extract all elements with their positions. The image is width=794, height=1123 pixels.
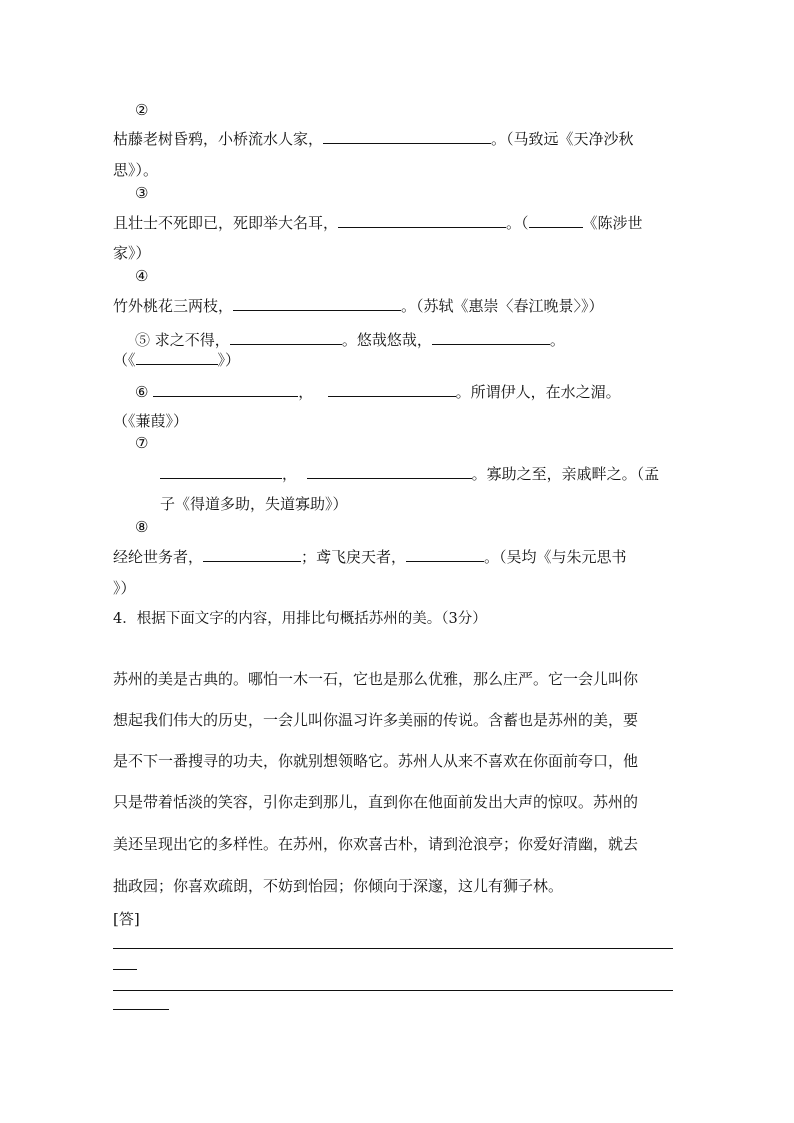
question-4-prompt: 4．根据下面文字的内容，用排比句概括苏州的美。（3分） <box>113 611 487 627</box>
answer-blank[interactable] <box>529 212 583 228</box>
question-8-line-1: 经纶世务者， ；鸢飞戾天者， 。（吴均《与朱元思书 <box>113 548 627 566</box>
answer-blank[interactable] <box>233 295 401 311</box>
answer-line[interactable] <box>113 948 673 949</box>
question-6-line-1: ⑥ ， 。所谓伊人，在水之湄。 <box>135 383 621 401</box>
answer-label: [答] <box>113 910 140 928</box>
answer-blank[interactable] <box>338 212 506 228</box>
question-number-4: ④ <box>135 267 149 285</box>
answer-blank[interactable] <box>323 128 491 144</box>
question-7-line-2: 子《得道多助，失道寡助》） <box>160 495 348 513</box>
answer-blank[interactable] <box>136 349 218 365</box>
answer-blank[interactable] <box>432 329 550 345</box>
question-number-3: ③ <box>135 184 149 202</box>
answer-blank[interactable] <box>153 381 298 397</box>
question-2-line-2: 思》）。 <box>113 161 159 179</box>
question-3-line-2: 家》） <box>113 244 151 262</box>
answer-line[interactable] <box>113 990 673 991</box>
answer-blank[interactable] <box>160 463 282 479</box>
passage-line: 想起我们伟大的历史，一会儿叫你温习许多美丽的传说。含蓄也是苏州的美，要 <box>113 711 639 729</box>
answer-line[interactable] <box>113 969 137 970</box>
question-2-line-1: 枯藤老树昏鸦，小桥流水人家， 。（马致远《天净沙秋 <box>113 130 634 148</box>
passage-line: 是不下一番搜寻的功夫，你就别想领略它。苏州人从来不喜欢在你面前夸口，他 <box>113 752 639 770</box>
question-4-line-1: 竹外桃花三两枝， 。（苏轼《惠崇〈春江晚景〉》） <box>113 297 604 315</box>
answer-blank[interactable] <box>230 329 342 345</box>
answer-blank[interactable] <box>328 381 456 397</box>
question-7-line-1: ， 。寡助之至，亲戚畔之。（孟 <box>160 463 659 484</box>
question-8-line-2: 》） <box>113 579 136 597</box>
passage-line: 美还呈现出它的多样性。在苏州，你欢喜古朴，请到沧浪亭；你爱好清幽，就去 <box>113 835 639 853</box>
answer-blank[interactable] <box>406 546 484 562</box>
question-number-7: ⑦ <box>135 434 149 452</box>
question-number-8: ⑧ <box>135 518 149 536</box>
answer-blank[interactable] <box>307 463 472 479</box>
question-3-line-1: 且壮士不死即已，死即举大名耳， 。（ 《陈涉世 <box>113 214 643 232</box>
question-6-line-2: （《蒹葭》） <box>113 412 189 430</box>
answer-line[interactable] <box>113 1009 169 1010</box>
passage-line: 拙政园；你喜欢疏朗，不妨到怡园；你倾向于深邃，这儿有狮子林。 <box>113 877 564 895</box>
passage-line: 只是带着恬淡的笑容，引你走到那儿，直到你在他面前发出大声的惊叹。苏州的 <box>113 793 639 811</box>
answer-blank[interactable] <box>203 546 301 562</box>
question-5-line-2: （《 》） <box>113 351 241 369</box>
question-5-line-1: ⑤ 求之不得， 。悠哉悠哉， 。 <box>135 331 565 349</box>
passage-line: 苏州的美是古典的。哪怕一木一石，它也是那么优雅，那么庄严。它一会儿叫你 <box>113 670 639 688</box>
question-number-2: ② <box>135 101 149 119</box>
